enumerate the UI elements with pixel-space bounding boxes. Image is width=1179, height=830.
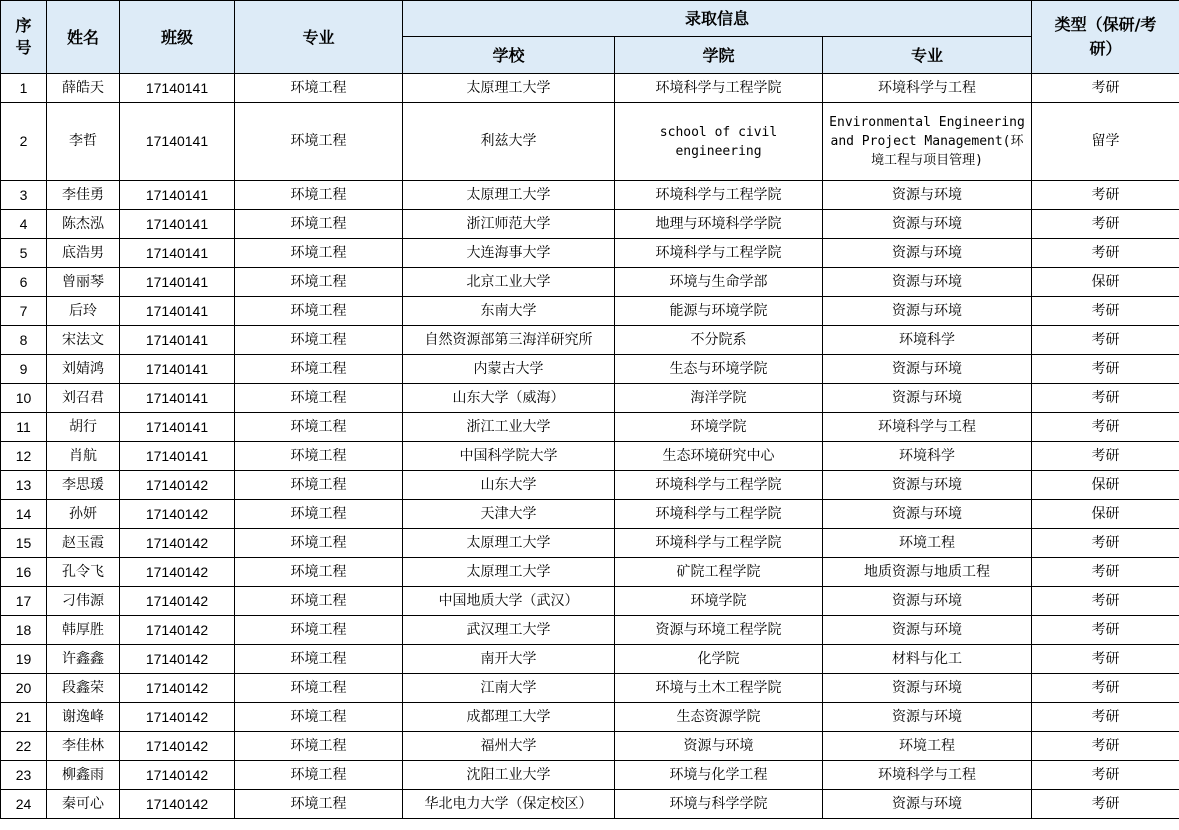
cell-adm-major: 资源与环境 [823,471,1032,500]
cell-name: 孔令飞 [47,558,120,587]
cell-school: 南开大学 [403,645,615,674]
cell-adm-major: 资源与环境 [823,268,1032,297]
cell-type: 考研 [1032,790,1179,819]
cell-major: 环境工程 [235,74,403,103]
cell-seq: 1 [1,74,47,103]
cell-name: 柳鑫雨 [47,761,120,790]
table-row [1,384,1179,413]
cell-type: 考研 [1032,558,1179,587]
cell-school: 内蒙古大学 [403,355,615,384]
table-row [1,703,1179,732]
table-row [1,645,1179,674]
cell-type: 考研 [1032,210,1179,239]
cell-class: 17140142 [120,674,235,703]
cell-college: 环境科学与工程学院 [615,529,823,558]
cell-major: 环境工程 [235,732,403,761]
cell-major: 环境工程 [235,500,403,529]
cell-school: 利兹大学 [403,103,615,181]
cell-school: 中国科学院大学 [403,442,615,471]
cell-college: 能源与环境学院 [615,297,823,326]
cell-adm-major: 资源与环境 [823,616,1032,645]
cell-type: 考研 [1032,74,1179,103]
cell-class: 17140142 [120,500,235,529]
cell-name: 刁伟源 [47,587,120,616]
cell-seq: 6 [1,268,47,297]
cell-name: 肖航 [47,442,120,471]
cell-name: 刘召君 [47,384,120,413]
header-admission: 录取信息 [403,1,1032,37]
cell-major: 环境工程 [235,674,403,703]
cell-school: 太原理工大学 [403,74,615,103]
cell-major: 环境工程 [235,703,403,732]
cell-school: 山东大学 [403,471,615,500]
cell-adm-major: 地质资源与地质工程 [823,558,1032,587]
cell-college: 环境科学与工程学院 [615,471,823,500]
cell-adm-major: 资源与环境 [823,703,1032,732]
cell-adm-major: 资源与环境 [823,790,1032,819]
cell-class: 17140142 [120,732,235,761]
cell-school: 太原理工大学 [403,181,615,210]
cell-class: 17140142 [120,471,235,500]
cell-school: 太原理工大学 [403,529,615,558]
cell-school: 浙江工业大学 [403,413,615,442]
cell-seq: 9 [1,355,47,384]
table-header [1,1,1179,74]
cell-school: 北京工业大学 [403,268,615,297]
cell-seq: 20 [1,674,47,703]
cell-major: 环境工程 [235,442,403,471]
cell-major: 环境工程 [235,297,403,326]
cell-school: 东南大学 [403,297,615,326]
table-row [1,210,1179,239]
cell-type: 考研 [1032,674,1179,703]
cell-class: 17140141 [120,297,235,326]
header-college: 学院 [615,37,823,74]
cell-seq: 7 [1,297,47,326]
cell-major: 环境工程 [235,761,403,790]
cell-seq: 24 [1,790,47,819]
cell-class: 17140141 [120,355,235,384]
cell-name: 许鑫鑫 [47,645,120,674]
cell-type: 考研 [1032,355,1179,384]
cell-college: 环境学院 [615,413,823,442]
cell-adm-major: 环境科学 [823,442,1032,471]
cell-major: 环境工程 [235,326,403,355]
cell-college: 环境科学与工程学院 [615,500,823,529]
cell-seq: 15 [1,529,47,558]
cell-major: 环境工程 [235,384,403,413]
cell-name: 孙妍 [47,500,120,529]
cell-college: 环境学院 [615,587,823,616]
cell-adm-major: 资源与环境 [823,587,1032,616]
cell-major: 环境工程 [235,181,403,210]
cell-name: 薛皓天 [47,74,120,103]
cell-adm-major: 资源与环境 [823,297,1032,326]
cell-class: 17140141 [120,181,235,210]
cell-school: 成都理工大学 [403,703,615,732]
cell-major: 环境工程 [235,210,403,239]
cell-seq: 12 [1,442,47,471]
table-row [1,74,1179,103]
cell-class: 17140141 [120,239,235,268]
cell-type: 保研 [1032,500,1179,529]
cell-seq: 17 [1,587,47,616]
cell-school: 山东大学（威海） [403,384,615,413]
cell-adm-major: 环境科学与工程 [823,74,1032,103]
cell-type: 考研 [1032,326,1179,355]
table-row [1,616,1179,645]
header-school: 学校 [403,37,615,74]
cell-college: 环境与化学工程 [615,761,823,790]
cell-major: 环境工程 [235,268,403,297]
cell-name: 曾丽琴 [47,268,120,297]
cell-major: 环境工程 [235,616,403,645]
cell-class: 17140141 [120,268,235,297]
cell-type: 考研 [1032,645,1179,674]
cell-adm-major: 资源与环境 [823,500,1032,529]
cell-adm-major: 环境科学与工程 [823,761,1032,790]
table-row [1,326,1179,355]
cell-adm-major: 资源与环境 [823,239,1032,268]
table-row [1,268,1179,297]
cell-name: 李佳林 [47,732,120,761]
cell-college: 矿院工程学院 [615,558,823,587]
cell-adm-major: 资源与环境 [823,210,1032,239]
cell-class: 17140141 [120,384,235,413]
cell-type: 考研 [1032,732,1179,761]
cell-major: 环境工程 [235,529,403,558]
cell-adm-major: Environmental Engineering and Project Management(环境工程与项目管理) [823,103,1032,181]
cell-class: 17140141 [120,210,235,239]
cell-college: 资源与环境 [615,732,823,761]
table-row [1,761,1179,790]
cell-type: 保研 [1032,471,1179,500]
cell-class: 17140141 [120,413,235,442]
cell-name: 韩厚胜 [47,616,120,645]
header-type [1032,1,1179,74]
cell-adm-major: 资源与环境 [823,674,1032,703]
cell-seq: 23 [1,761,47,790]
cell-major: 环境工程 [235,790,403,819]
cell-college: 海洋学院 [615,384,823,413]
cell-major: 环境工程 [235,645,403,674]
cell-seq: 11 [1,413,47,442]
table-row [1,442,1179,471]
cell-type: 考研 [1032,181,1179,210]
cell-college: 资源与环境工程学院 [615,616,823,645]
cell-name: 陈杰泓 [47,210,120,239]
cell-name: 后玲 [47,297,120,326]
cell-adm-major: 环境科学 [823,326,1032,355]
cell-college: 生态资源学院 [615,703,823,732]
cell-name: 底浩男 [47,239,120,268]
header-seq [1,1,47,74]
cell-type: 考研 [1032,297,1179,326]
cell-college: 环境与科学学院 [615,790,823,819]
cell-name: 段鑫荣 [47,674,120,703]
cell-type: 考研 [1032,384,1179,413]
cell-class: 17140142 [120,529,235,558]
cell-type: 考研 [1032,587,1179,616]
cell-college: 生态环境研究中心 [615,442,823,471]
cell-seq: 5 [1,239,47,268]
cell-type: 考研 [1032,413,1179,442]
header-adm-major: 专业 [823,37,1032,74]
cell-type: 留学 [1032,103,1179,181]
cell-class: 17140142 [120,761,235,790]
header-class: 班级 [120,1,235,74]
cell-school: 中国地质大学（武汉） [403,587,615,616]
cell-class: 17140142 [120,587,235,616]
table-row [1,587,1179,616]
cell-adm-major: 环境工程 [823,529,1032,558]
header-name: 姓名 [47,1,120,74]
cell-school: 太原理工大学 [403,558,615,587]
table-body [1,74,1179,819]
cell-school: 天津大学 [403,500,615,529]
cell-name: 李佳勇 [47,181,120,210]
table-row [1,558,1179,587]
cell-class: 17140142 [120,616,235,645]
cell-school: 浙江师范大学 [403,210,615,239]
cell-major: 环境工程 [235,558,403,587]
header-type-label: 类型（保研/考研） [1054,15,1157,58]
cell-seq: 4 [1,210,47,239]
cell-name: 谢逸峰 [47,703,120,732]
cell-seq: 10 [1,384,47,413]
cell-type: 考研 [1032,616,1179,645]
cell-college: 不分院系 [615,326,823,355]
cell-class: 17140141 [120,326,235,355]
table-row [1,181,1179,210]
cell-school: 沈阳工业大学 [403,761,615,790]
cell-seq: 21 [1,703,47,732]
cell-school: 自然资源部第三海洋研究所 [403,326,615,355]
cell-name: 李哲 [47,103,120,181]
table-row [1,355,1179,384]
cell-type: 考研 [1032,442,1179,471]
cell-class: 17140142 [120,703,235,732]
cell-college: 地理与环境科学学院 [615,210,823,239]
cell-seq: 16 [1,558,47,587]
cell-type: 考研 [1032,761,1179,790]
cell-major: 环境工程 [235,239,403,268]
cell-major: 环境工程 [235,587,403,616]
cell-seq: 18 [1,616,47,645]
cell-class: 17140141 [120,442,235,471]
cell-adm-major: 资源与环境 [823,384,1032,413]
cell-seq: 19 [1,645,47,674]
cell-college: 环境科学与工程学院 [615,74,823,103]
table-row [1,413,1179,442]
table-row [1,529,1179,558]
cell-name: 刘婧鸿 [47,355,120,384]
cell-adm-major: 资源与环境 [823,181,1032,210]
table-row [1,790,1179,819]
cell-school: 大连海事大学 [403,239,615,268]
cell-college: 环境与土木工程学院 [615,674,823,703]
cell-name: 秦可心 [47,790,120,819]
cell-major: 环境工程 [235,355,403,384]
cell-seq: 8 [1,326,47,355]
cell-adm-major: 资源与环境 [823,355,1032,384]
cell-adm-major: 环境科学与工程 [823,413,1032,442]
cell-college: 环境科学与工程学院 [615,239,823,268]
table-row [1,471,1179,500]
header-seq-label: 序号 [15,15,32,57]
cell-adm-major: 材料与化工 [823,645,1032,674]
cell-class: 17140142 [120,645,235,674]
cell-seq: 14 [1,500,47,529]
cell-seq: 2 [1,103,47,181]
cell-name: 赵玉霞 [47,529,120,558]
table-row [1,674,1179,703]
cell-type: 考研 [1032,239,1179,268]
cell-type: 考研 [1032,529,1179,558]
cell-name: 胡行 [47,413,120,442]
cell-class: 17140142 [120,558,235,587]
table-row [1,239,1179,268]
cell-major: 环境工程 [235,413,403,442]
table-row [1,500,1179,529]
cell-college: 化学院 [615,645,823,674]
cell-major: 环境工程 [235,103,403,181]
cell-major: 环境工程 [235,471,403,500]
cell-college: 环境科学与工程学院 [615,181,823,210]
cell-adm-major: 环境工程 [823,732,1032,761]
cell-school: 武汉理工大学 [403,616,615,645]
cell-college: 环境与生命学部 [615,268,823,297]
cell-school: 江南大学 [403,674,615,703]
table-row [1,297,1179,326]
cell-class: 17140142 [120,790,235,819]
cell-name: 宋法文 [47,326,120,355]
cell-class: 17140141 [120,74,235,103]
cell-class: 17140141 [120,103,235,181]
cell-school: 福州大学 [403,732,615,761]
cell-school: 华北电力大学（保定校区） [403,790,615,819]
table-row [1,732,1179,761]
table-row [1,103,1179,181]
cell-college: 生态与环境学院 [615,355,823,384]
header-major: 专业 [235,1,403,74]
cell-seq: 13 [1,471,47,500]
cell-seq: 3 [1,181,47,210]
cell-name: 李思瑗 [47,471,120,500]
cell-type: 考研 [1032,703,1179,732]
cell-college: school of civil engineering [615,103,823,181]
cell-seq: 22 [1,732,47,761]
cell-type: 保研 [1032,268,1179,297]
